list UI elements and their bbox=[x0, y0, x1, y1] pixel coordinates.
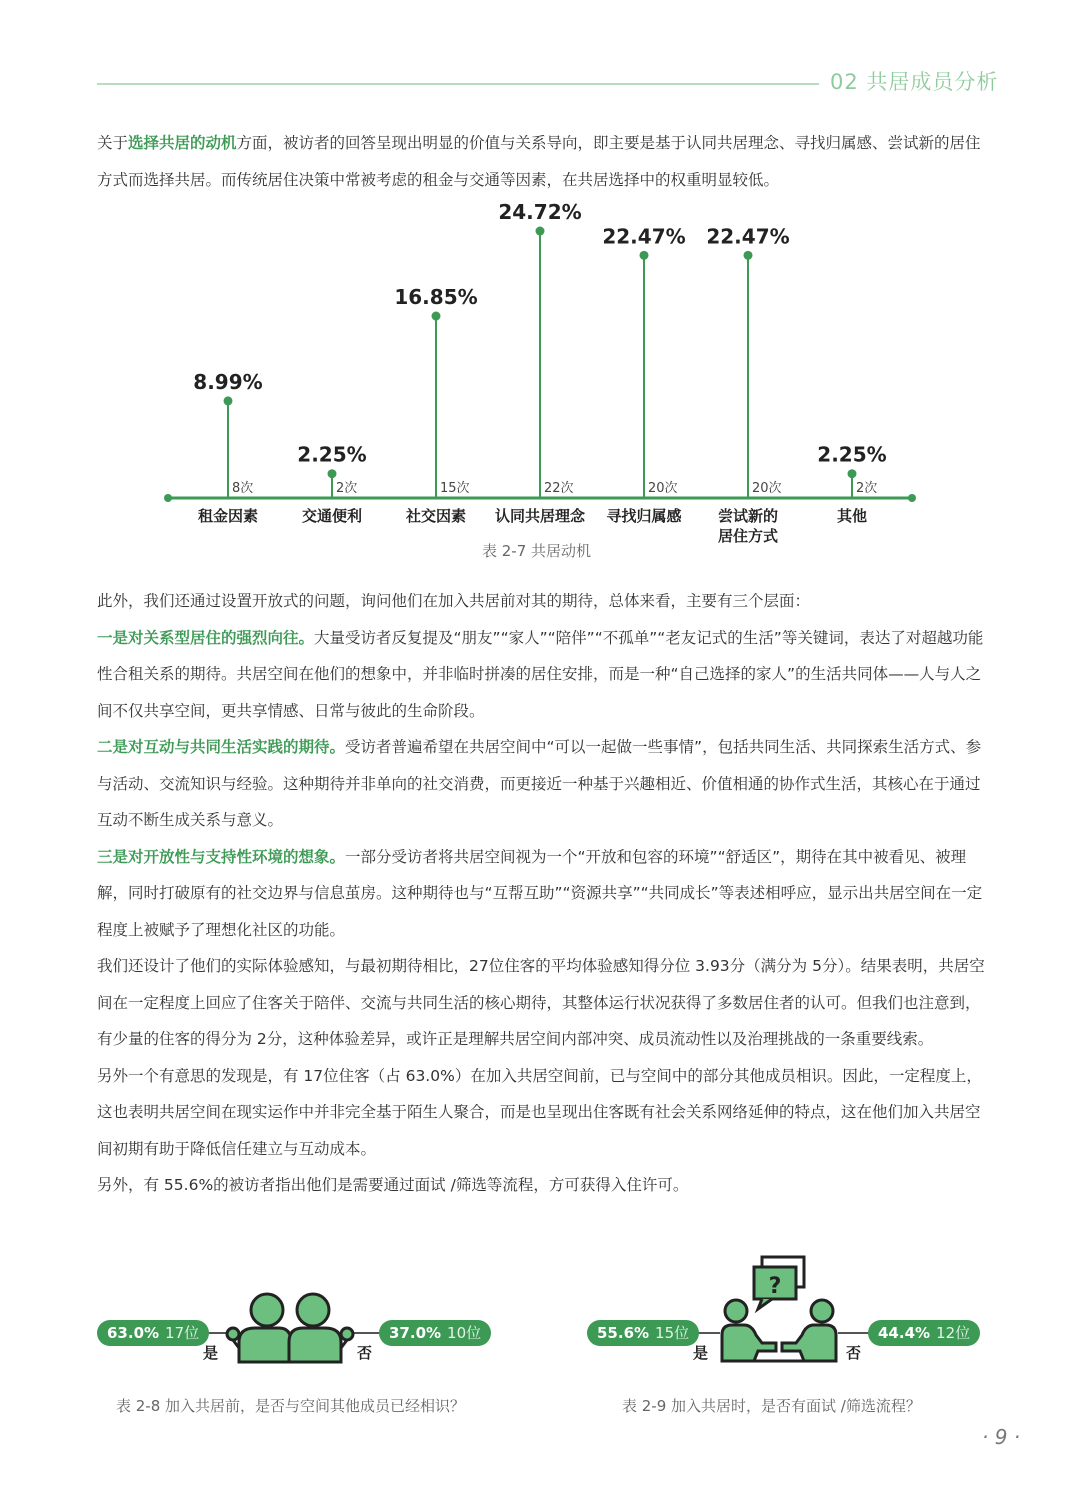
category-label: 其他 bbox=[836, 507, 868, 525]
fig28-no-label: 否 bbox=[357, 1344, 373, 1362]
category-label: 尝试新的 bbox=[717, 507, 779, 525]
intro-post: 方面，被访者的回答呈现出明显的价值与关系导向，即主要是基于认同共居理念、寻找归属感、尝试新的居住方式而选择共居。而传统居住决策中常被考虑的租金与交通等因素，在共居选择中的权重明显较低。 bbox=[97, 134, 981, 189]
fig29-yes-label: 是 bbox=[693, 1344, 709, 1362]
value-label: 2.25% bbox=[817, 442, 887, 467]
interview-icon bbox=[718, 1255, 840, 1365]
category-label: 寻找归属感 bbox=[606, 507, 682, 525]
lollipop-head bbox=[432, 312, 441, 321]
page-number: · 9 · bbox=[982, 1425, 1021, 1449]
intro-pre: 关于 bbox=[97, 134, 129, 152]
fig29-no-label: 否 bbox=[846, 1344, 862, 1362]
lollipop-head bbox=[744, 251, 753, 260]
paragraph-4: 我们还设计了他们的实际体验感知，与最初期待相比，27位住客的平均体验感知得分位 3.93分（满分为 5分）。结果表明，共居空间在一定程度上回应了住客关于陪伴、交流与共同生活的核心期待，其整体运行状况获得了多数居住者的认可。但我们也注意到，有少量的住客的得分为 2分，这种体验差异，或许正是理解共居空间内部冲突、成员流动性以及治理挑战的一条重要线索。 bbox=[97, 957, 985, 1048]
fig29-caption: 表 2-9 加入共居时，是否有面试 /筛选流程？ bbox=[622, 1397, 921, 1415]
count-label: 20次 bbox=[648, 481, 678, 496]
motivation-chart bbox=[0, 200, 1080, 560]
axis-end-left bbox=[164, 494, 172, 502]
intro-highlight: 选择共居的动机 bbox=[128, 134, 237, 152]
lollipop-head bbox=[224, 396, 233, 405]
value-label: 16.85% bbox=[394, 285, 478, 310]
fig28-caption: 表 2-8 加入共居前，是否与空间其他成员已经相识？ bbox=[116, 1397, 466, 1415]
category-label: 认同共居理念 bbox=[494, 507, 586, 525]
category-label: 居住方式 bbox=[717, 527, 779, 545]
count-label: 8次 bbox=[232, 481, 254, 496]
value-label: 8.99% bbox=[193, 369, 263, 394]
value-label: 24.72% bbox=[498, 200, 582, 225]
paragraph-3: 三是对开放性与支持性环境的想象。一部分受访者将共居空间视为一个“开放和包容的环境”“舒适区”，期待在其中被看见、被理解，同时打破原有的社交边界与信息茧房。这种期待也与“互帮互助”“资源共享”“共同成长”等表述相呼应，显示出共居空间在一定程度上被赋予了理想化社区的功能。 bbox=[97, 847, 983, 939]
fig28-yes-badge: 63.0% 17位 bbox=[97, 1320, 209, 1346]
count-label: 15次 bbox=[440, 481, 470, 496]
value-label: 22.47% bbox=[602, 224, 686, 249]
lollipop-head bbox=[848, 469, 857, 478]
section-title: 02 共居成员分析 bbox=[830, 70, 999, 94]
value-label: 22.47% bbox=[706, 224, 790, 249]
paragraph-2: 二是对互动与共同生活实践的期待。受访者普遍希望在共居空间中“可以一起做一些事情”，包括共同生活、共同探索生活方式、参与活动、交流知识与经验。这种期待并非单向的社交消费，而更接近一种基于兴趣相近、价值相通的协作式生活，其核心在于通过互动不断生成关系与意义。 bbox=[97, 738, 982, 829]
count-label: 20次 bbox=[752, 481, 782, 496]
chart-caption: 表 2-7 共居动机 bbox=[482, 542, 592, 560]
lollipop-head bbox=[536, 227, 545, 236]
count-label: 2次 bbox=[336, 481, 358, 496]
intro-paragraph bbox=[97, 125, 987, 198]
svg-text:?: ? bbox=[768, 1274, 782, 1299]
fig29-yes-badge: 55.6% 15位 bbox=[587, 1320, 699, 1346]
fig28-no-badge: 37.0% 10位 bbox=[379, 1320, 491, 1346]
category-label: 租金因素 bbox=[197, 507, 259, 525]
count-label: 22次 bbox=[544, 481, 574, 496]
axis-end-right bbox=[908, 494, 916, 502]
paragraph-6: 另外，有 55.6%的被访者指出他们是需要通过面试 /筛选等流程，方可获得入住许可。 bbox=[97, 1176, 689, 1194]
two-people-icon bbox=[225, 1290, 355, 1364]
category-label: 社交因素 bbox=[405, 507, 467, 525]
lollipop-head bbox=[640, 251, 649, 260]
category-label: 交通便利 bbox=[301, 507, 363, 525]
header-rule bbox=[97, 83, 819, 85]
count-label: 2次 bbox=[856, 481, 878, 496]
paragraph-0: 此外，我们还通过设置开放式的问题，询问他们在加入共居前对其的期待，总体来看，主要有三个层面： bbox=[97, 592, 811, 610]
fig28-yes-label: 是 bbox=[203, 1344, 219, 1362]
paragraph-5: 另外一个有意思的发现是，有 17位住客（占 63.0%）在加入共居空间前，已与空间中的部分其他成员相识。因此，一定程度上，这也表明共居空间在现实运作中并非完全基于陌生人聚合，而是也呈现出住客既有社会关系网络延伸的特点，这在他们加入共居空间初期有助于降低信任建立与互动成本。 bbox=[97, 1066, 982, 1158]
lollipop-head bbox=[328, 469, 337, 478]
fig29-no-badge: 44.4% 12位 bbox=[868, 1320, 980, 1346]
paragraph-1: 一是对关系型居住的强烈向往。大量受访者反复提及“朋友”“家人”“陪伴”“不孤单”“老友记式的生活”等关键词，表达了对超越功能性合租关系的期待。共居空间在他们的想象中，并非临时拼凑的居住安排，而是一种“自己选择的家人”的生活共同体——人与人之间不仅共享空间，更共享情感、日常与彼此的生命阶段。 bbox=[97, 628, 984, 720]
value-label: 2.25% bbox=[297, 442, 367, 467]
body-paragraphs bbox=[97, 583, 987, 1204]
